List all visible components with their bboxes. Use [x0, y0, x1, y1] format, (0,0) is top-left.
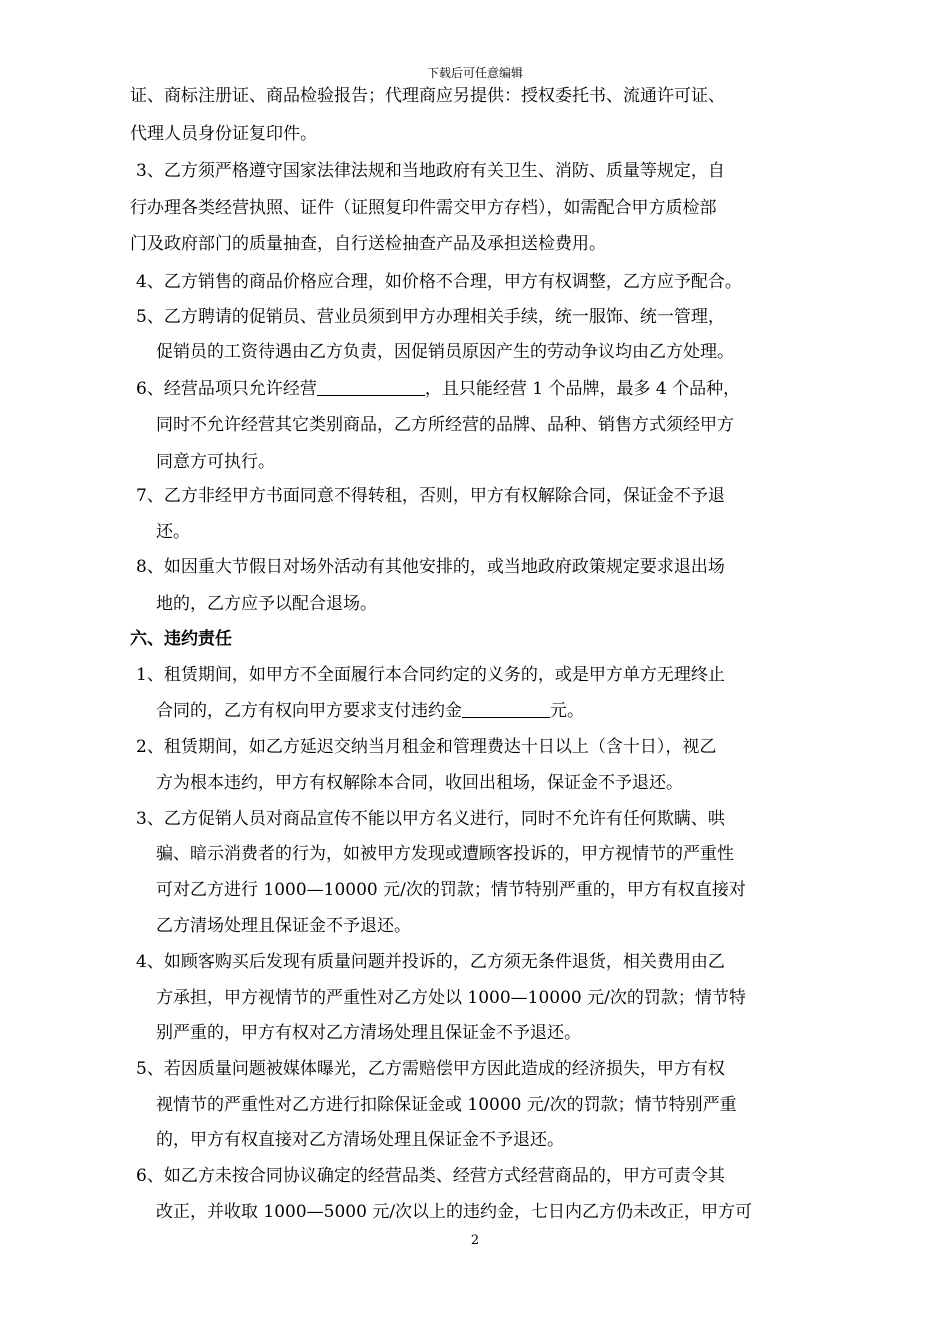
text-line: 4、如顾客购买后发现有质量问题并投诉的，乙方须无条件退货，相关费用由乙 — [136, 952, 725, 972]
text-line-with-blank — [156, 700, 584, 722]
text-segment: ，且只能经营 1 个品牌，最多 4 个品种， — [424, 379, 741, 399]
text-line: 2、租赁期间，如乙方延迟交纳当月租金和管理费达十日以上（含十日），视乙 — [136, 737, 717, 757]
text-line: 5、乙方聘请的促销员、营业员须到甲方办理相关手续，统一服饰、统一管理， — [136, 307, 725, 327]
text-line: 促销员的工资待遇由乙方负责，因促销员原因产生的劳动争议均由乙方处理。 — [156, 342, 734, 362]
text-line: 6、如乙方未按合同协议确定的经营品类、经营方式经营商品的，甲方可责令其 — [136, 1166, 725, 1186]
text-segment: 6、经营品项只允许经营 — [136, 379, 317, 399]
text-line: 代理人员身份证复印件。 — [130, 124, 317, 144]
text-line: 的，甲方有权直接对乙方清场处理且保证金不予退还。 — [156, 1130, 564, 1150]
text-line: 8、如因重大节假日对场外活动有其他安排的，或当地政府政策规定要求退出场 — [136, 557, 725, 577]
text-line: 3、乙方促销人员对商品宣传不能以甲方名义进行，同时不允许有任何欺瞒、哄 — [136, 809, 725, 829]
page-number: 2 — [470, 1233, 480, 1248]
text-line: 方为根本违约，甲方有权解除本合同，收回出租场，保证金不予退还。 — [156, 773, 683, 793]
text-line: 7、乙方非经甲方书面同意不得转租，否则，甲方有权解除合同，保证金不予退 — [136, 486, 725, 506]
text-line-with-blank — [136, 378, 740, 400]
text-line: 还。 — [156, 522, 190, 542]
text-line: 乙方清场处理且保证金不予退还。 — [156, 916, 411, 936]
text-line: 骗、暗示消费者的行为，如被甲方发现或遭顾客投诉的，甲方视情节的严重性 — [156, 844, 734, 864]
text-line: 视情节的严重性对乙方进行扣除保证金或 10000 元/次的罚款；情节特别严重 — [156, 1095, 737, 1115]
text-line: 别严重的，甲方有权对乙方清场处理且保证金不予退还。 — [156, 1023, 581, 1043]
text-line: 5、若因质量问题被媒体曝光，乙方需赔偿甲方因此造成的经济损失，甲方有权 — [136, 1059, 725, 1079]
text-segment: 元。 — [550, 701, 584, 721]
text-line: 4、乙方销售的商品价格应合理，如价格不合理，甲方有权调整，乙方应予配合。 — [136, 272, 742, 292]
text-line: 可对乙方进行 1000—10000 元/次的罚款；情节特别严重的，甲方有权直接对 — [156, 880, 746, 900]
text-line: 同意方可执行。 — [156, 452, 275, 472]
text-line: 方承担，甲方视情节的严重性对乙方处以 1000—10000 元/次的罚款；情节特 — [156, 988, 746, 1008]
text-segment: 合同的，乙方有权向甲方要求支付违约金 — [156, 701, 462, 721]
text-line: 证、商标注册证、商品检验报告；代理商应另提供：授权委托书、流通许可证、 — [130, 86, 725, 106]
text-line: 同时不允许经营其它类别商品，乙方所经营的品牌、品种、销售方式须经甲方 — [156, 415, 734, 435]
text-line: 1、租赁期间，如甲方不全面履行本合同约定的义务的，或是甲方单方无理终止 — [136, 665, 725, 685]
text-line: 改正，并收取 1000—5000 元/次以上的违约金，七日内乙方仍未改正，甲方可 — [156, 1202, 753, 1222]
text-line: 3、乙方须严格遵守国家法律法规和当地政府有关卫生、消防、质量等规定，自 — [136, 161, 725, 181]
fill-in-blank — [462, 700, 550, 718]
text-line: 行办理各类经营执照、证件（证照复印件需交甲方存档），如需配合甲方质检部 — [130, 198, 717, 218]
page-header: 下载后可任意编辑 — [426, 66, 523, 80]
fill-in-blank — [317, 378, 425, 396]
section-heading: 六、违约责任 — [130, 629, 232, 649]
text-line: 门及政府部门的质量抽查，自行送检抽查产品及承担送检费用。 — [130, 234, 606, 254]
text-line: 地的，乙方应予以配合退场。 — [156, 594, 377, 614]
